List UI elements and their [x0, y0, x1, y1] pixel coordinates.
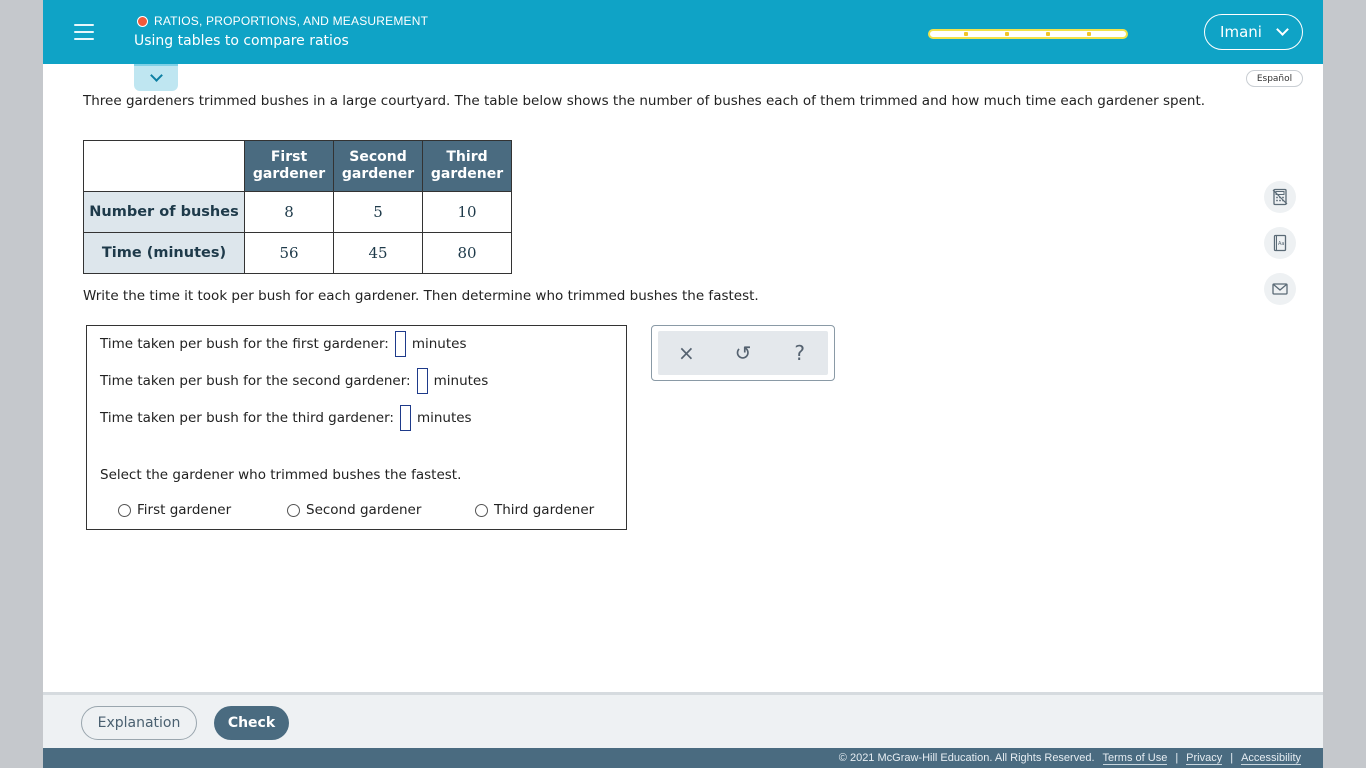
footer-separator: |	[1230, 752, 1234, 764]
progress-tick	[1005, 32, 1009, 36]
app-window	[43, 0, 1323, 768]
bottom-bar	[43, 692, 1323, 748]
column-header: Second gardener	[334, 141, 423, 192]
explanation-button[interactable]: Explanation	[81, 706, 197, 740]
table-corner	[84, 141, 245, 192]
terms-link[interactable]: Terms of Use	[1102, 751, 1168, 764]
accessibility-link[interactable]: Accessibility	[1241, 751, 1301, 764]
radio-third-gardener[interactable]	[475, 502, 594, 518]
progress-bar	[928, 29, 1128, 39]
radio-label: Second gardener	[306, 502, 422, 518]
answer-tools	[658, 331, 828, 375]
undo-icon[interactable]: ↺	[734, 341, 752, 365]
espanol-button[interactable]: Español	[1246, 70, 1303, 87]
instruction-text: Write the time it took per bush for each gardener. Then determine who trimmed bushes the fastest.	[83, 288, 759, 304]
topic-label: RATIOS, PROPORTIONS, AND MEASUREMENT	[154, 14, 429, 28]
menu-icon[interactable]	[61, 14, 107, 50]
table-cell: 45	[334, 233, 423, 274]
dictionary-icon[interactable]	[1264, 227, 1296, 259]
header-bar	[43, 0, 1323, 64]
select-label: Select the gardener who trimmed bushes the fastest.	[100, 467, 462, 483]
radio-first-gardener[interactable]	[118, 502, 231, 518]
radio-label: Third gardener	[494, 502, 595, 518]
column-header: First gardener	[245, 141, 334, 192]
answer-label: Time taken per bush for the second gardener:	[100, 373, 411, 389]
footer-separator: |	[1175, 752, 1179, 764]
topic-row	[137, 14, 428, 28]
table-cell: 5	[334, 192, 423, 233]
unit-label: minutes	[433, 373, 489, 389]
progress-tick	[964, 32, 968, 36]
collapse-tab[interactable]	[134, 64, 178, 91]
row-header: Time (minutes)	[84, 233, 245, 274]
answer-label: Time taken per bush for the first gardener:	[100, 336, 389, 352]
table-row	[84, 233, 512, 274]
unit-label: minutes	[416, 410, 472, 426]
table-cell: 10	[423, 192, 512, 233]
table-header-row	[84, 141, 512, 192]
check-button[interactable]: Check	[214, 706, 289, 740]
progress-tick	[1087, 32, 1091, 36]
chevron-down-icon	[150, 69, 163, 82]
calculator-icon[interactable]	[1264, 181, 1296, 213]
first-gardener-input[interactable]	[395, 331, 406, 357]
user-name: Imani	[1220, 23, 1262, 41]
row-header: Number of bushes	[84, 192, 245, 233]
table-row	[84, 192, 512, 233]
table-cell: 8	[245, 192, 334, 233]
table-cell: 56	[245, 233, 334, 274]
chevron-down-icon	[1276, 23, 1289, 36]
answer-row-third	[100, 405, 472, 431]
answer-row-first	[100, 331, 467, 357]
answer-label: Time taken per bush for the third gardener:	[100, 410, 394, 426]
page-title: Using tables to compare ratios	[134, 33, 349, 49]
table-cell: 80	[423, 233, 512, 274]
column-header: Third gardener	[423, 141, 512, 192]
answer-row-second	[100, 368, 488, 394]
data-table	[83, 140, 512, 274]
answer-tools-panel	[651, 325, 835, 381]
radio-circle[interactable]	[118, 504, 131, 517]
mail-icon[interactable]	[1264, 273, 1296, 305]
third-gardener-input[interactable]	[400, 405, 411, 431]
unit-label: minutes	[411, 336, 467, 352]
progress-tick	[1046, 32, 1050, 36]
user-menu-button[interactable]	[1204, 14, 1303, 50]
answer-box	[86, 325, 627, 530]
radio-circle[interactable]	[475, 504, 488, 517]
copyright-text: © 2021 McGraw-Hill Education. All Rights Reserved.	[838, 752, 1095, 764]
privacy-link[interactable]: Privacy	[1186, 751, 1223, 764]
second-gardener-input[interactable]	[417, 368, 428, 394]
topic-status-dot	[137, 16, 148, 27]
radio-label: First gardener	[137, 502, 232, 518]
svg-text:Aa: Aa	[1278, 241, 1285, 247]
problem-intro: Three gardeners trimmed bushes in a large courtyard. The table below shows the number of bushes each of them trimmed and how much time each gardener spent.	[83, 93, 1206, 109]
radio-circle[interactable]	[287, 504, 300, 517]
help-icon[interactable]: ?	[794, 341, 805, 365]
clear-icon[interactable]: ×	[677, 341, 695, 365]
radio-second-gardener[interactable]	[287, 502, 421, 518]
footer	[43, 748, 1323, 768]
